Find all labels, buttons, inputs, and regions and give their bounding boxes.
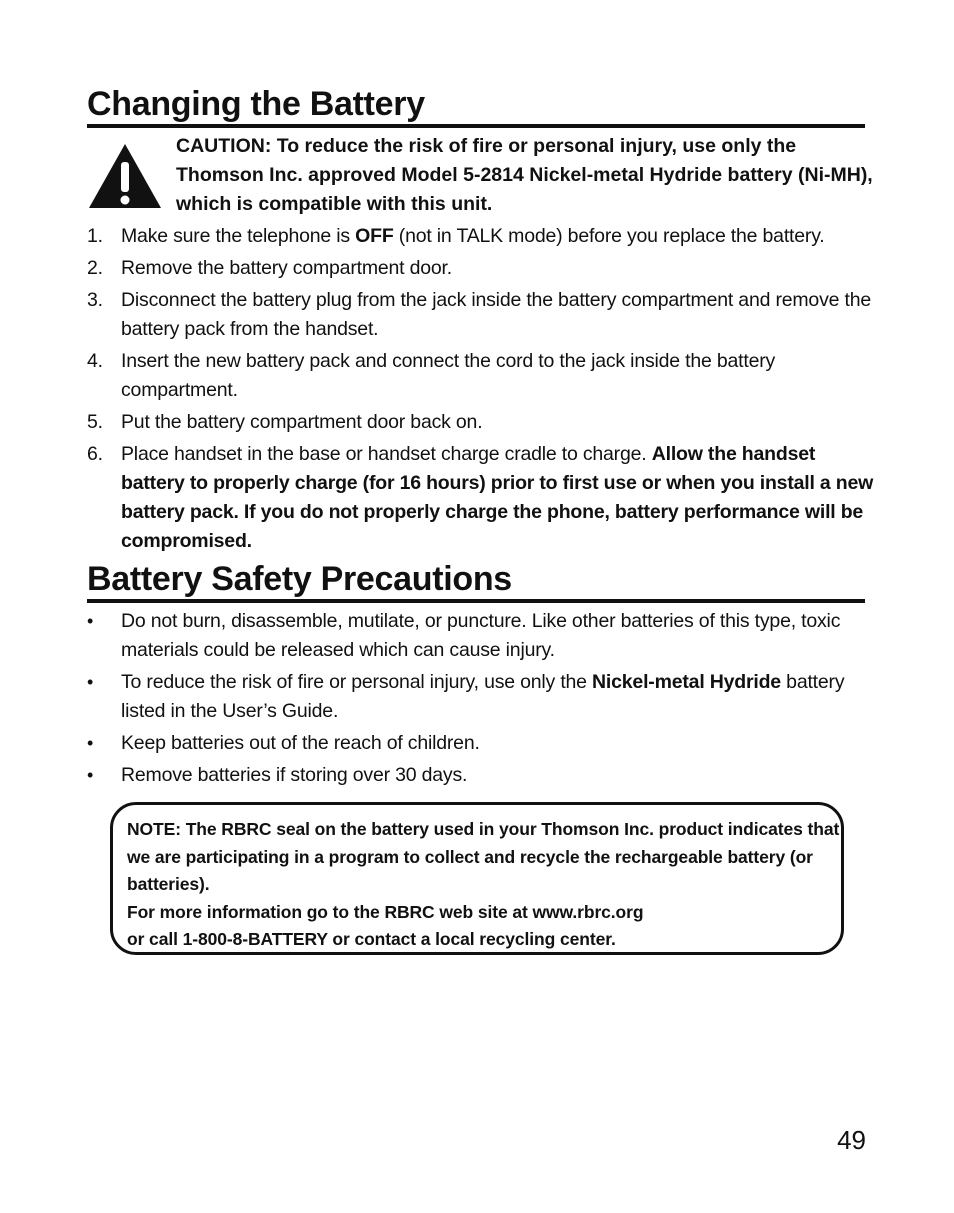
step-number: 4. — [87, 350, 103, 372]
heading-changing-battery: Changing the Battery — [87, 84, 865, 128]
step-bold-text: OFF — [355, 225, 394, 247]
step-text: Put the battery compartment door back on. — [121, 411, 483, 433]
step-text: Insert the new battery pack and connect the cord to the jack inside the battery compartment. — [121, 350, 776, 401]
step-item — [87, 440, 877, 556]
caution-text: CAUTION: To reduce the risk of fire or personal injury, use only the Thomson Inc. approved Model 5-2814 Nickel-metal Hydride battery (Ni-MH), which is compatible with this unit. — [176, 135, 873, 215]
step-number: 2. — [87, 257, 103, 279]
step-text: Disconnect the battery plug from the jack inside the battery compartment and remove the battery pack from the handset. — [121, 289, 871, 340]
step-text: Make sure the telephone is — [121, 225, 356, 247]
bullet-marker: • — [87, 765, 94, 785]
precaution-text: Do not burn, disassemble, mutilate, or puncture. Like other batteries of this type, toxic materials could be released which can cause injury. — [121, 610, 841, 661]
step-item — [87, 222, 877, 251]
bullet-marker: • — [87, 611, 94, 631]
caution-block — [87, 132, 877, 222]
precaution-item — [87, 607, 877, 665]
step-item — [87, 347, 877, 405]
precaution-text: Remove batteries if storing over 30 days. — [121, 764, 468, 786]
step-text: (not in TALK mode) before you replace the battery. — [393, 225, 825, 247]
step-text: Remove the battery compartment door. — [121, 257, 452, 279]
step-number: 5. — [87, 411, 103, 433]
step-text: Place handset in the base or handset charge cradle to charge. — [121, 443, 652, 465]
note-text: or call 1-800-8-BATTERY or contact a local recycling center. — [127, 929, 616, 949]
bullet-marker: • — [87, 672, 94, 692]
precaution-text: battery listed in the User’s Guide. — [121, 671, 845, 722]
bullet-marker: • — [87, 733, 94, 753]
step-bold-text: Allow the handset battery to properly charge (for 16 hours) prior to first use or when you install a new battery pack. If you do not properly charge the phone, battery performance will be compromised. — [121, 443, 874, 552]
precaution-item — [87, 761, 877, 790]
step-number: 6. — [87, 443, 103, 465]
precaution-text: Keep batteries out of the reach of children. — [121, 732, 480, 754]
step-item — [87, 408, 877, 437]
step-item — [87, 254, 877, 283]
precaution-item — [87, 729, 877, 758]
page-number: 49 — [837, 1125, 866, 1155]
precaution-bold-text: Nickel-metal Hydride — [592, 671, 781, 693]
step-number: 1. — [87, 225, 103, 247]
step-number: 3. — [87, 289, 103, 311]
warning-triangle-icon — [87, 142, 163, 210]
precautions-list — [87, 607, 877, 793]
rbrc-note-box — [110, 802, 844, 955]
note-text: For more information go to the RBRC web site at www.rbrc.org — [127, 901, 644, 922]
note-text: NOTE: The RBRC seal on the battery used in your Thomson Inc. product indicates that we are participating in a program to collect and recycle the rechargeable battery (or batteries). — [127, 819, 840, 894]
step-item — [87, 286, 877, 344]
precaution-item — [87, 668, 877, 726]
precaution-text: To reduce the risk of fire or personal injury, use only the — [121, 671, 593, 693]
heading-battery-safety: Battery Safety Precautions — [87, 559, 865, 603]
steps-list — [87, 222, 877, 559]
